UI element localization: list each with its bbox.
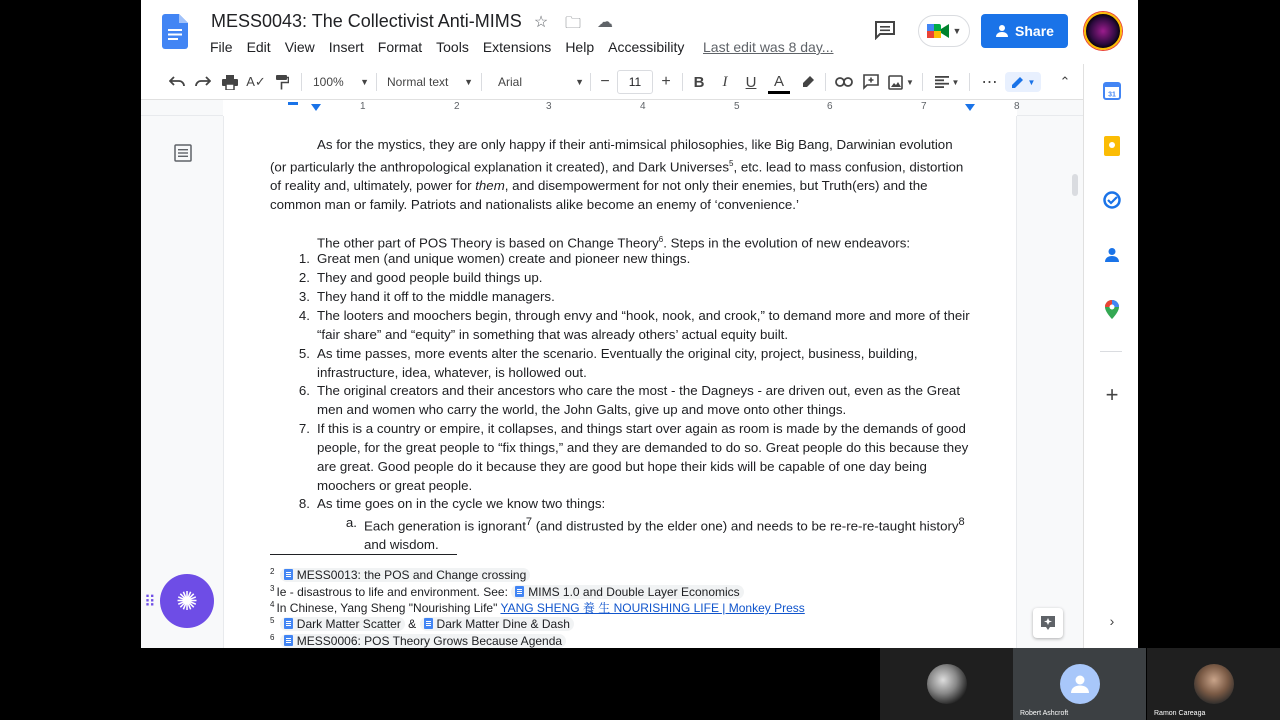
ruler-number: 6 (827, 101, 833, 112)
align-select[interactable] (931, 72, 963, 92)
drag-handle-icon[interactable]: ⠿ (144, 594, 156, 611)
pencil-icon (1011, 76, 1024, 89)
increase-font-size-button[interactable]: + (661, 73, 671, 90)
first-line-indent-handle[interactable] (288, 102, 298, 105)
doc-icon (284, 569, 293, 580)
undo-icon[interactable] (166, 72, 188, 92)
chevron-down-icon: ▼ (952, 26, 962, 36)
ruler-number: 5 (734, 101, 740, 112)
keep-icon[interactable] (1101, 135, 1123, 157)
menu-edit[interactable]: Edit (246, 39, 271, 55)
ruler-number: 2 (454, 101, 460, 112)
ruler-number: 1 (360, 101, 366, 112)
italic-icon[interactable]: I (722, 73, 728, 90)
explore-icon (1040, 615, 1056, 631)
more-options-icon[interactable]: ⋯ (981, 74, 999, 91)
spellcheck-icon[interactable]: A✓ (246, 74, 266, 89)
add-ons-icon[interactable]: + (1105, 382, 1119, 407)
left-indent-handle[interactable] (311, 104, 321, 111)
smart-chip[interactable]: Dark Matter Scatter (280, 617, 405, 631)
footnote: $^2$ MESS0013: the POS and Change crossing (270, 564, 530, 583)
star-icon[interactable]: ☆ (533, 14, 549, 31)
paragraph: As for the mystics, they are only happy if their anti-mimsical philosophies, like Big Bang, Darwinian evolution (or particularly the anthropological explanation it created), and Dark Universes$^5$, etc. lead to mass confusion, distortion of reality and, ultimately, power for them, and disempowerment for not only their enemies, but Truth(ers) and the common man or family. Patriots and nationalists alike become an enemy of ‘convenience.’ (270, 137, 964, 213)
footnote: $^4$ In Chinese, Yang Sheng "Nourishing Life" YANG SHENG 養 生 NOURISHING LIFE | Monkey Press (270, 600, 805, 615)
video-call-tiles (880, 648, 1280, 720)
share-label: Share (1015, 23, 1054, 39)
menu-extensions[interactable]: Extensions (482, 39, 552, 55)
participant-tile[interactable] (1147, 648, 1280, 720)
doc-icon (424, 618, 433, 629)
menu-file[interactable]: File (210, 39, 233, 55)
caret-down-icon: ▼ (464, 77, 473, 87)
side-panel (1083, 64, 1138, 648)
style-value: Normal text (387, 75, 449, 89)
document-page[interactable]: As for the mystics, they are only happy if their anti-mimsical philosophies, like Big Bang, Darwinian evolution (or particularly the anthropological explanation it created), and Dark Universes$^5$, etc. lead to mass confusion, distortion of reality and, ultimately, power for them, and disempowerment for not only their enemies, but Truth(ers) and the common man or family. Patriots and nationalists alike become an enemy of ‘convenience.’ The other part of POS Theory is based on Change Theory$^6$. Steps in the evolution of new endeavors: 1. Great men (and unique women) create and pioneer new things. 2. They and good people build things up. 3. They hand it off to the middle managers. 4. The looters and moochers begin, through envy and “hook, nook, and crook,” to demand more and more of their “fair share” and “equity” in something that was already others’ actual equity built. 5. As time passes, more events alter the scenario. Eventually the original city, project, business, building, infrastructure, idea, whatever, is hollowed out. 6. The original creators and their ancestors who care the most - the Dagneys - are driven out, even as the Great men and women who carry the world, the John Galts, give up and move onto other things. 7. If this is a country or empire, it collapses, and things start over again as room is made by the demands of good people, for the great people to “fix things,” and they are demanded to do so. Great people do this because they are great. Good people do it because they are good but hope their kids will be capable of one day being moochers or great people. 8. As time goes on in the cycle we know two things: a. Each generation is ignorant$^7$ (and distrusted by the elder one) and needs to be re-re-re-taught history$^8$ and wisdom. $^2$ MESS0013: the POS and Change crossing $^3$ Ie - disastrous to life and environment. See: MIMS 1.0 and Double Layer Economics $^4$ In Chinese, Yang Sheng "Nourishing Life" YANG SHENG 養 生 NOURISHING LIFE | Monkey Press $^5$ Dark Matter Scatter & Dark Matter Dine & Dash $^6$ MESS0006: POS Theory Grows Because Agenda (223, 116, 1017, 648)
decrease-font-size-button[interactable]: − (600, 73, 610, 90)
participant-name: Ramon Careaga (1154, 710, 1206, 717)
menu-view[interactable]: View (284, 39, 315, 55)
add-comment-icon[interactable] (860, 72, 882, 92)
doc-icon (284, 635, 293, 646)
zoom-value: 100% (313, 75, 344, 89)
sparkle-icon: ✺ (176, 585, 198, 616)
menu-format[interactable]: Format (377, 39, 423, 55)
menu-bar (210, 39, 698, 55)
caret-down-icon: ▼ (1027, 77, 1036, 87)
avatar (1060, 664, 1100, 704)
toolbar (141, 64, 1083, 100)
svg-text:31: 31 (1108, 91, 1116, 99)
meet-icon (927, 23, 949, 39)
text-color-icon[interactable]: A (768, 72, 790, 94)
font-size-input[interactable]: 11 (617, 70, 653, 94)
align-left-icon (935, 76, 949, 88)
participant-tile[interactable] (1013, 648, 1146, 720)
font-select[interactable] (498, 71, 584, 93)
cloud-saved-icon[interactable]: ☁ (597, 14, 613, 31)
print-icon[interactable] (219, 72, 241, 92)
menu-tools[interactable]: Tools (436, 39, 469, 55)
paragraph: The other part of POS Theory is based on Change Theory$^6$. Steps in the evolution of new endeavors: (317, 235, 911, 251)
caret-down-icon: ▼ (360, 77, 369, 87)
underline-icon[interactable]: U (745, 73, 757, 91)
redo-icon[interactable] (192, 72, 214, 92)
meet-button[interactable] (918, 15, 970, 47)
footnote: $^5$ Dark Matter Scatter & Dark Matter Dine & Dash (270, 613, 574, 632)
ruler (141, 100, 1083, 116)
caret-down-icon: ▼ (575, 77, 584, 87)
share-button[interactable] (981, 14, 1068, 48)
insert-link-icon[interactable] (833, 72, 855, 92)
person-icon (995, 24, 1009, 38)
ruler-number: 7 (921, 101, 927, 112)
smart-chip[interactable]: Dark Matter Dine & Dash (420, 617, 574, 631)
ruler-number: 3 (546, 101, 552, 112)
paint-format-icon[interactable] (271, 72, 293, 92)
menu-help[interactable]: Help (565, 39, 595, 55)
participant-tile[interactable] (880, 648, 1013, 720)
person-icon (1070, 674, 1090, 694)
style-select[interactable] (387, 71, 473, 93)
menu-insert[interactable]: Insert (328, 39, 364, 55)
participant-name: Robert Ashcroft (1020, 710, 1069, 717)
document-title[interactable]: MESS0043: The Collectivist Anti-MIMS (211, 11, 522, 31)
bold-icon[interactable]: B (693, 73, 705, 91)
menu-accessibility[interactable]: Accessibility (608, 39, 685, 55)
font-value: Arial (498, 75, 523, 89)
editing-mode-select[interactable] (1005, 72, 1041, 92)
scrollbar-thumb[interactable] (1072, 174, 1078, 196)
smart-chip[interactable]: MESS0006: POS Theory Grows Because Agenda (280, 634, 566, 648)
calendar-icon[interactable] (1101, 80, 1123, 102)
doc-icon (515, 586, 524, 597)
document-outline-icon[interactable] (174, 144, 192, 162)
highlight-icon[interactable] (797, 72, 819, 92)
caret-down-icon: ▼ (906, 77, 914, 87)
doc-icon (284, 618, 293, 629)
title-bar (141, 0, 1138, 64)
move-folder-icon[interactable]: 🗀 (564, 15, 581, 32)
collapse-menus-icon[interactable]: ⌃ (1059, 74, 1071, 89)
ruler-number: 4 (640, 101, 646, 112)
ruler-number: 8 (1014, 101, 1020, 112)
docs-logo-icon[interactable] (162, 14, 188, 49)
account-avatar[interactable] (1084, 12, 1122, 50)
footnote: $^3$ Ie - disastrous to life and environment. See: MIMS 1.0 and Double Layer Economics (270, 581, 744, 600)
footnote-separator (270, 554, 457, 555)
smart-chip[interactable]: MIMS 1.0 and Double Layer Economics (511, 585, 743, 599)
tasks-icon[interactable] (1101, 189, 1123, 211)
smart-chip[interactable]: MESS0013: the POS and Change crossing (280, 568, 530, 582)
assistant-button[interactable] (160, 574, 214, 628)
footnote: $^6$ MESS0006: POS Theory Grows Because Agenda (270, 630, 566, 648)
comment-history-icon[interactable] (874, 20, 896, 40)
zoom-select[interactable] (313, 71, 369, 93)
right-indent-handle[interactable] (965, 104, 975, 111)
last-edit-link[interactable]: Last edit was 8 day... (703, 39, 834, 55)
avatar (1194, 664, 1234, 704)
expand-panel-icon[interactable]: › (1109, 613, 1115, 629)
explore-button[interactable] (1033, 608, 1063, 638)
document-canvas (141, 116, 1083, 648)
avatar (927, 664, 967, 704)
contacts-icon[interactable] (1101, 244, 1123, 266)
caret-down-icon: ▼ (951, 77, 960, 87)
google-docs-window (141, 0, 1138, 648)
insert-image-icon[interactable] (886, 72, 916, 92)
footnote-link[interactable]: YANG SHENG 養 生 NOURISHING LIFE | Monkey Press (500, 601, 805, 615)
maps-icon[interactable] (1101, 298, 1123, 320)
